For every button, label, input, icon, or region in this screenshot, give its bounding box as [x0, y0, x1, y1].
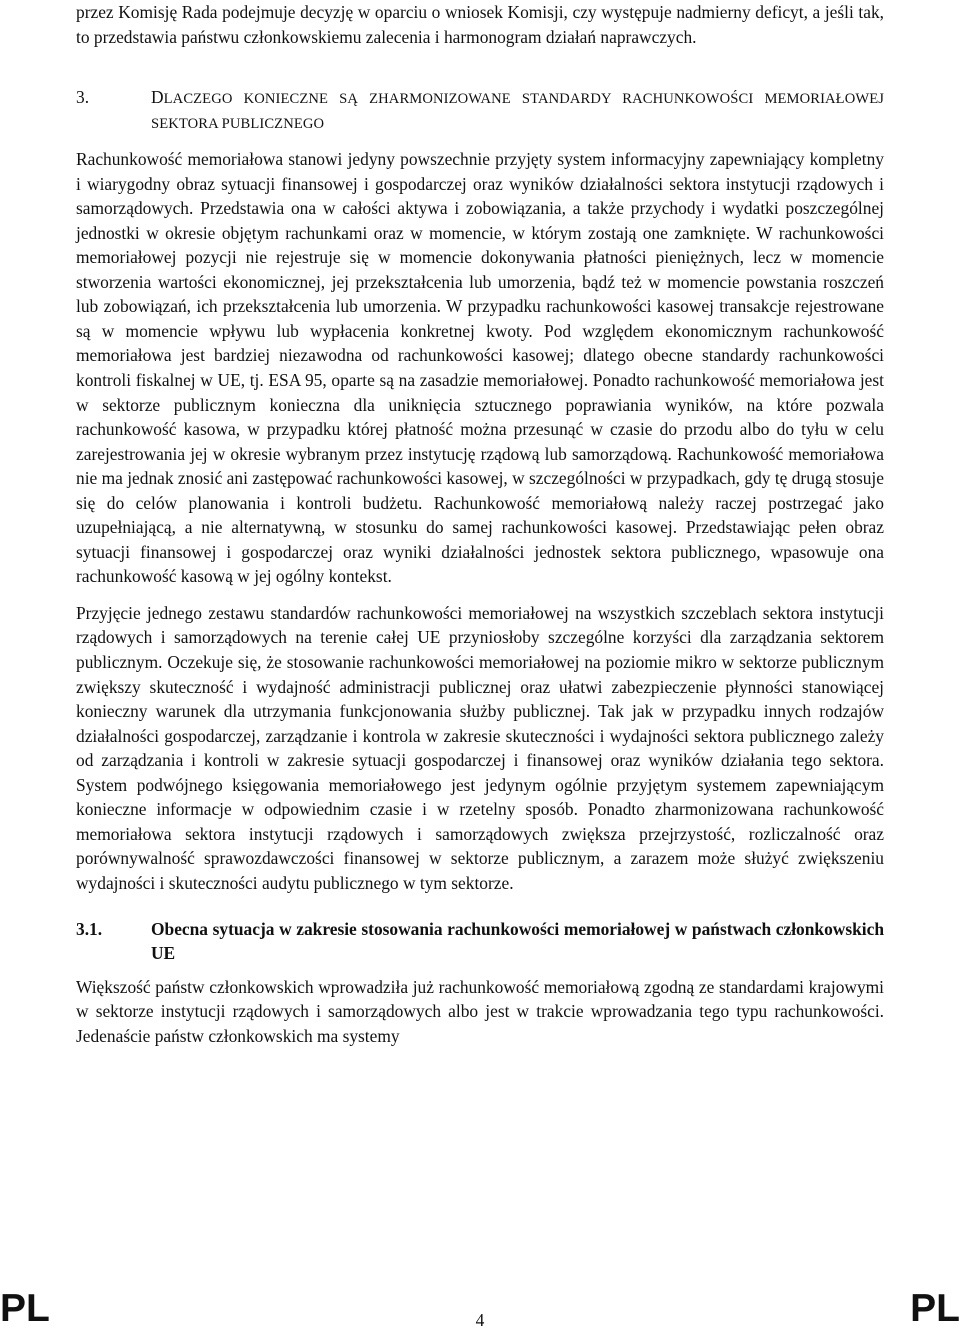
intro-paragraph: przez Komisję Rada podejmuje decyzję w oparciu o wniosek Komisji, czy występuje nadmierny deficyt, a jeśli tak, to przedstawia państwu członkowskiemu zalecenia i harmonogram działań naprawczych.	[76, 2, 884, 47]
subsection-title: Obecna sytuacja w zakresie stosowania rachunkowości memoriałowej w państwach członkowskich UE	[151, 918, 884, 963]
footer-language-label-right: PL	[910, 1287, 960, 1330]
spacer	[76, 136, 884, 147]
spacer	[76, 589, 884, 601]
section-title: DLACZEGO KONIECZNE SĄ ZHARMONIZOWANE STANDARDY RACHUNKOWOŚCI MEMORIAŁOWEJ SEKTORA PUBLICZNEGO	[151, 87, 884, 132]
spacer	[76, 966, 884, 975]
subsection-number: 3.1.	[76, 918, 103, 939]
document-body	[76, 0, 884, 1048]
page-number: 4	[475, 1310, 485, 1330]
footer-language-label-left: PL	[0, 1287, 50, 1330]
section-number: 3.	[76, 87, 90, 108]
subsection-paragraph: Większość państw członkowskich wprowadziła już rachunkowość memoriałową zgodną ze standardami krajowymi w sektorze instytucji rządowych i samorządowych albo jest w trakcie wprowadzania tego typu rachunkowości. Jedenaście państw członkowskich ma systemy	[76, 976, 884, 1046]
section-paragraph-2: Przyjęcie jednego zestawu standardów rachunkowości memoriałowej na wszystkich szczeblach sektora instytucji rządowych i samorządowych na terenie całej UE przyniosłoby szczególne korzyści dla zarządzania sektorem publicznym. Oczekuje się, że stosowanie rachunkowości memoriałowej na poziomie mikro w sektorze publicznym zwiększy skuteczność i wydajność administracji publicznej oraz ułatwi zabezpieczenie płynności stanowiącej konieczny warunek dla utrzymania funkcjonowania służby publicznej. Tak jak w przypadku innych rodzajów działalności gospodarczej, zarządzanie i kontrola w zakresie skuteczności i wydajności sektora publicznego zależy od zarządzania i kontroli w zakresie sytuacji gospodarczej i finansowej oraz wyników działania tego sektora. System podwójnego księgowania memoriałowego jest jedynym ogólnie przyjętym systemem zapewniającym konieczne informacje w odpowiednim czasie i w rzetelny sposób. Ponadto zharmonizowana rachunkowość memoriałowa sektora instytucji rządowych i samorządowych zwiększa przejrzystość, rozliczalność oraz porównywalność sprawozdawczości finansowej w sektorze publicznym, a zarazem może służyć zwiększeniu wydajności i skuteczności audytu publicznego w tym sektorze.	[76, 602, 884, 893]
section-heading	[76, 85, 884, 136]
section-paragraph-1: Rachunkowość memoriałowa stanowi jedyny powszechnie przyjęty system informacyjny zapewniający kompletny i wiarygodny obraz sytuacji finansowej i gospodarczej oraz wyników działalności sektora instytucji rządowych i samorządowych. Przedstawia ona w całości aktywa i zobowiązania, a także przychody i wydatki poszczególnej jednostki w okresie objętym rachunkami oraz w momencie, w którym zostają one zamknięte. W rachunkowości memoriałowej pozycji nie rejestruje się w momencie dokonywania płatności pieniężnych, lecz w momencie stworzenia wartości ekonomicznej, jej przekształcenia lub umorzenia, bądź też w momencie powstania roszczeń lub zobowiązań, ich przekształcenia lub umorzenia. W przypadku rachunkowości kasowej transakcje rejestrowane są w momencie wpływu lub wypłacenia konkretnej kwoty. Pod względem ekonomicznym rachunkowość memoriałowa jest bardziej niezawodna od rachunkowości kasowej; dlatego obecne standardy rachunkowości kontroli fiskalnej w UE, tj. ESA 95, oparte są na zasadzie memoriałowej. Ponadto rachunkowość memoriałowa jest w sektorze publicznym konieczna dla uniknięcia sztucznego poprawiania wyników, na które pozwala rachunkowość kasowa, w przypadku której płatność można przesunąć w czasie do przodu albo do tyłu w celu zarejestrowania jej w okresie wybranym przez instytucję rządową lub samorządową. Rachunkowość memoriałowa nie ma jednak znosić ani zastępować rachunkowości kasowej, w szczególności w przypadkach, gdy tę drugą stosuje się do celów planowania i kontroli budżetu. Rachunkowość memoriałową należy raczej postrzegać jako uzupełniającą, a nie alternatywną, w stosunku do samej rachunkowości kasowej. Przedstawiając pełen obraz sytuacji finansowej i gospodarczej oraz wyniki działalności jednostek sektora publicznego, wpasowuje ona rachunkowość kasową w jej ogólny kontekst.	[76, 149, 884, 587]
subsection-heading	[76, 917, 884, 966]
